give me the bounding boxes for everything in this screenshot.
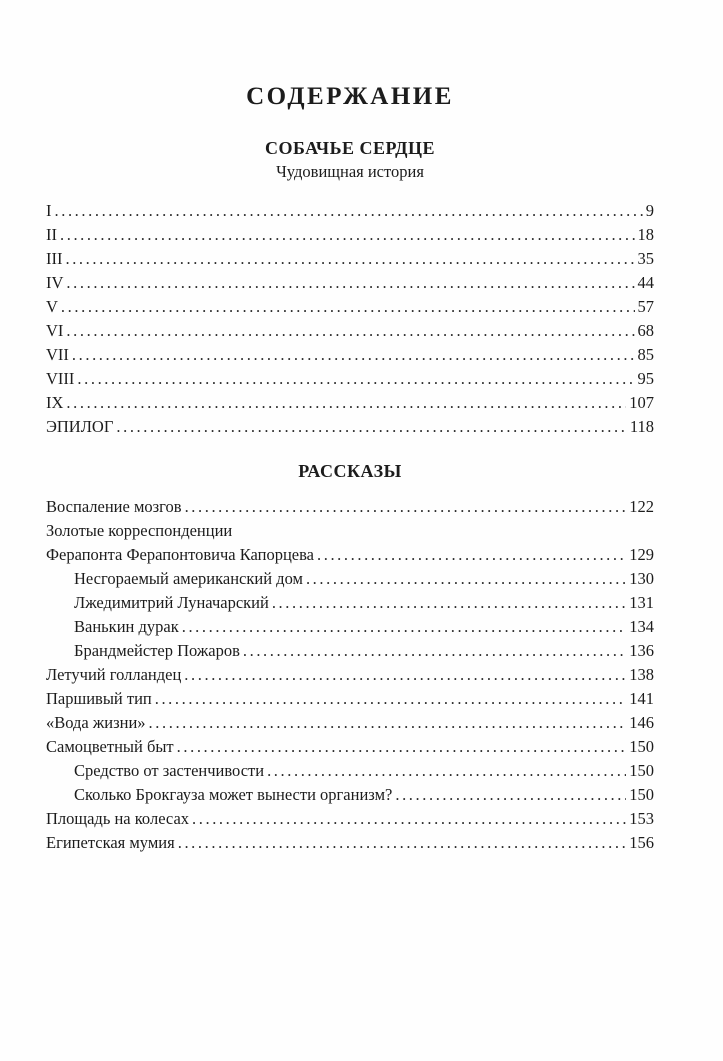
toc-entry-title: I bbox=[46, 201, 52, 220]
toc-entry[interactable] bbox=[46, 591, 654, 615]
toc-entry-page: 141 bbox=[629, 689, 654, 708]
toc-entry-title: Брандмейстер Пожаров bbox=[74, 641, 240, 660]
toc-entry-title: IX bbox=[46, 393, 64, 412]
toc-entry-page: 129 bbox=[629, 545, 654, 564]
dot-leader bbox=[192, 807, 626, 831]
toc-entry-title: Сколько Брокгауза может вынести организм? bbox=[74, 785, 393, 804]
toc-entry-title: Самоцветный быт bbox=[46, 737, 174, 756]
toc-entry[interactable] bbox=[46, 735, 654, 759]
toc-entry[interactable] bbox=[46, 367, 654, 391]
toc-entry-title: Египетская мумия bbox=[46, 833, 175, 852]
toc-entry-title: VIII bbox=[46, 369, 75, 388]
toc-entry-title: II bbox=[46, 225, 57, 244]
toc-entry-title: VI bbox=[46, 321, 64, 340]
toc-entry-page: 130 bbox=[629, 569, 654, 588]
page-title: СОДЕРЖАНИЕ bbox=[246, 83, 454, 110]
toc-entry[interactable] bbox=[46, 223, 654, 247]
toc-entry[interactable] bbox=[46, 807, 654, 831]
toc-entry-page: 150 bbox=[629, 737, 654, 756]
dot-leader bbox=[61, 295, 635, 319]
dot-leader bbox=[395, 783, 626, 807]
toc-entry-page: 118 bbox=[629, 417, 654, 436]
toc-entry-page: 146 bbox=[629, 713, 654, 732]
toc-entry-page: 107 bbox=[629, 393, 654, 412]
toc-entry-title: Ферапонта Ферапонтовича Капорцева bbox=[46, 545, 314, 564]
toc-entry[interactable] bbox=[46, 711, 654, 735]
toc-entry-page: 85 bbox=[637, 345, 654, 364]
toc-entry-title: Средство от застенчивости bbox=[74, 761, 265, 780]
toc-entry[interactable] bbox=[46, 295, 654, 319]
toc-entry[interactable] bbox=[46, 663, 654, 687]
toc-entry-page: 136 bbox=[629, 641, 654, 660]
toc-entry-title: Несгораемый американский дом bbox=[74, 569, 303, 588]
part1-heading: СОБАЧЬЕ СЕРДЦЕ bbox=[264, 138, 435, 158]
dot-leader bbox=[267, 759, 626, 783]
toc-entry-title: Лжедимитрий Луначарский bbox=[74, 593, 269, 612]
dot-leader bbox=[272, 591, 626, 615]
dot-leader bbox=[65, 247, 634, 271]
toc-entry[interactable] bbox=[46, 615, 654, 639]
toc-entry[interactable] bbox=[46, 319, 654, 343]
toc-entry[interactable] bbox=[46, 415, 654, 439]
dot-leader bbox=[60, 223, 635, 247]
toc-entry-page: 138 bbox=[629, 665, 654, 684]
toc-entry[interactable] bbox=[46, 199, 654, 223]
toc-entry[interactable] bbox=[46, 247, 654, 271]
toc-entry-page: 150 bbox=[629, 785, 654, 804]
toc-entry[interactable] bbox=[46, 783, 654, 807]
toc-entry-page: 150 bbox=[629, 761, 654, 780]
toc-entry-title: VII bbox=[46, 345, 69, 364]
toc-entry[interactable] bbox=[46, 831, 654, 855]
part2-heading: РАССКАЗЫ bbox=[298, 461, 402, 481]
toc-entry-page: 35 bbox=[637, 249, 654, 268]
toc-entry[interactable] bbox=[46, 567, 654, 591]
dot-leader bbox=[184, 663, 626, 687]
toc-entry-title: Паршивый тип bbox=[46, 689, 152, 708]
toc-entry[interactable] bbox=[46, 495, 654, 519]
toc-entry-title: Летучий голландец bbox=[46, 665, 182, 684]
part2-toc bbox=[46, 495, 654, 855]
dot-leader bbox=[182, 615, 627, 639]
dot-leader bbox=[116, 415, 626, 439]
part1-toc bbox=[46, 199, 654, 439]
dot-leader bbox=[77, 367, 634, 391]
toc-entry[interactable] bbox=[46, 343, 654, 367]
toc-entry-page: 9 bbox=[645, 201, 654, 220]
toc-entry-page: 131 bbox=[629, 593, 654, 612]
toc-entry-title: Воспаление мозгов bbox=[46, 497, 182, 516]
dot-leader bbox=[72, 343, 635, 367]
toc-entry-page: 44 bbox=[637, 273, 654, 292]
toc-entry-page: 122 bbox=[629, 497, 654, 516]
toc-entry[interactable] bbox=[46, 639, 654, 663]
dot-leader bbox=[185, 495, 627, 519]
toc-entry[interactable] bbox=[46, 271, 654, 295]
toc-entry-page: 153 bbox=[629, 809, 654, 828]
dot-leader bbox=[66, 271, 634, 295]
toc-entry[interactable] bbox=[46, 519, 654, 543]
dot-leader bbox=[306, 567, 626, 591]
toc-entry-page: 57 bbox=[637, 297, 654, 316]
toc-entry-page: 95 bbox=[637, 369, 654, 388]
toc-entry-page: 68 bbox=[637, 321, 654, 340]
toc-entry-page: 18 bbox=[637, 225, 654, 244]
dot-leader bbox=[317, 543, 626, 567]
toc-entry-title: IV bbox=[46, 273, 64, 292]
toc-entry-page: 156 bbox=[629, 833, 654, 852]
toc-entry[interactable] bbox=[46, 543, 654, 567]
dot-leader bbox=[243, 639, 626, 663]
dot-leader bbox=[55, 199, 643, 223]
toc-entry-title: Ванькин дурак bbox=[74, 617, 179, 636]
dot-leader bbox=[177, 735, 627, 759]
toc-entry[interactable] bbox=[46, 759, 654, 783]
part1-subheading: Чудовищная история bbox=[276, 162, 424, 181]
dot-leader bbox=[66, 391, 626, 415]
dot-leader bbox=[178, 831, 627, 855]
dot-leader bbox=[66, 319, 634, 343]
toc-entry[interactable] bbox=[46, 687, 654, 711]
toc-entry-title: V bbox=[46, 297, 58, 316]
toc-entry-title: Площадь на колесах bbox=[46, 809, 190, 828]
dot-leader bbox=[155, 687, 627, 711]
toc-entry-title: ЭПИЛОГ bbox=[46, 417, 114, 436]
toc-entry[interactable] bbox=[46, 391, 654, 415]
toc-entry-title: III bbox=[46, 249, 63, 268]
toc-entry-title: Золотые корреспонденции bbox=[46, 521, 233, 540]
toc-entry-page: 134 bbox=[629, 617, 654, 636]
dot-leader bbox=[149, 711, 627, 735]
toc-entry-title: «Вода жизни» bbox=[46, 713, 146, 732]
